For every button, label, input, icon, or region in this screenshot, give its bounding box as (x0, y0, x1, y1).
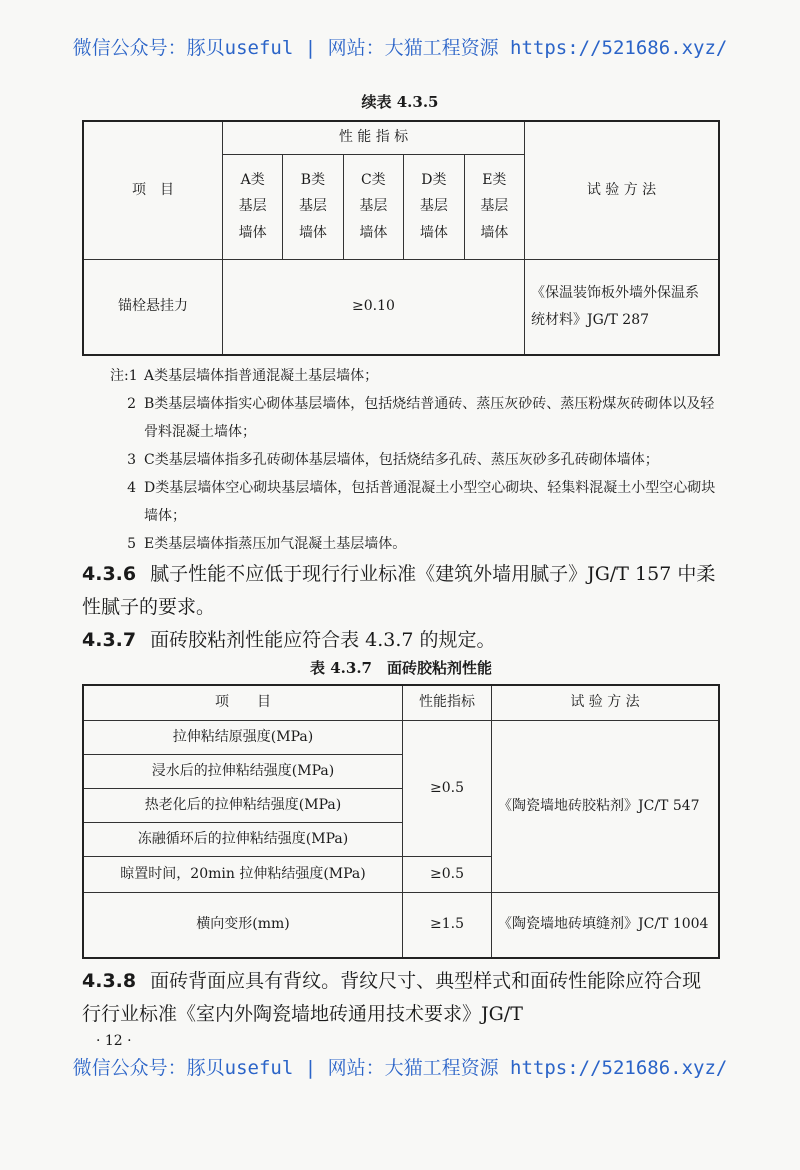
notes (110, 362, 720, 558)
row-item: 热老化后的拉伸粘结强度(MPa) (83, 788, 403, 822)
header-item: 项 目 (83, 121, 223, 259)
cell-method: 《保温装饰板外墙外保温系统材料》JG/T 287 (525, 259, 720, 355)
note-num: 注:1 (110, 368, 138, 384)
header-performance: 性能指标 (403, 685, 492, 720)
note-num: 3 (127, 452, 136, 468)
note-text: A类基层墙体指普通混凝土基层墙体； (144, 368, 379, 384)
table-4-3-5-title: 续表 4.3.5 (361, 93, 439, 111)
cell-item: 锚栓悬挂力 (83, 259, 223, 355)
row-item: 冻融循环后的拉伸粘结强度(MPa) (83, 822, 403, 856)
subheader-e: E类基层墙体 (464, 154, 524, 259)
cell-method: 《陶瓷墙地砖胶粘剂》JC/T 547 (492, 720, 720, 892)
note-num: 2 (127, 396, 136, 412)
header-performance: 性 能 指 标 (223, 121, 525, 154)
row-item: 拉伸粘结原强度(MPa) (83, 720, 403, 754)
section-number: 4.3.6 (82, 563, 137, 585)
cell-value: ≥1.5 (403, 892, 492, 958)
header-item: 项 目 (83, 685, 403, 720)
row-item: 横向变形(mm) (83, 892, 403, 958)
table-4-3-7 (82, 684, 720, 959)
note-text: C类基层墙体指多孔砖砌体基层墙体，包括烧结多孔砖、蒸压灰砂多孔砖砌体墙体； (144, 452, 659, 468)
subheader-c: C类基层墙体 (343, 154, 403, 259)
header-method: 试 验 方 法 (492, 685, 720, 720)
paragraph-text: 面砖胶粘剂性能应符合表 4.3.7 的规定。 (150, 629, 496, 651)
page-number: · 12 · (96, 1033, 132, 1049)
header-method: 试 验 方 法 (525, 121, 720, 259)
subheader-a: A类基层墙体 (223, 154, 283, 259)
paragraph-4-3-7 (82, 624, 720, 657)
table-4-3-5 (82, 120, 720, 356)
note-text: B类基层墙体指实心砌体基层墙体，包括烧结普通砖、蒸压灰砂砖、蒸压粉煤灰砖砌体以及轻骨料混凝土墙体； (144, 396, 715, 440)
note (110, 446, 720, 474)
paragraph-4-3-6 (82, 558, 720, 624)
subheader-d: D类基层墙体 (404, 154, 465, 259)
note (110, 474, 720, 530)
subheader-b: B类基层墙体 (283, 154, 343, 259)
cell-value: ≥0.5 (403, 720, 492, 856)
section-number: 4.3.8 (82, 970, 137, 992)
cell-value: ≥0.10 (223, 259, 525, 355)
watermark-top: 微信公众号：豚贝useful | 网站：大猫工程资源 https://521686.xyz/ (72, 37, 728, 59)
note-num: 4 (127, 480, 136, 496)
cell-method: 《陶瓷墙地砖填缝剂》JC/T 1004 (492, 892, 720, 958)
row-item: 浸水后的拉伸粘结强度(MPa) (83, 754, 403, 788)
note-num: 5 (127, 536, 136, 552)
paragraph-text: 腻子性能不应低于现行行业标准《建筑外墙用腻子》JG/T 157 中柔性腻子的要求。 (82, 563, 716, 618)
note (110, 530, 720, 558)
watermark-bottom: 微信公众号：豚贝useful | 网站：大猫工程资源 https://521686.xyz/ (72, 1057, 728, 1079)
table-4-3-7-title: 表 4.3.7 面砖胶粘剂性能 (310, 659, 492, 677)
note-text: D类基层墙体空心砌块基层墙体，包括普通混凝土小型空心砌块、轻集料混凝土小型空心砌块墙体； (144, 480, 716, 524)
note (110, 362, 720, 390)
body-flow (72, 362, 728, 1080)
section-number: 4.3.7 (82, 629, 137, 651)
paragraph-4-3-8 (82, 965, 720, 1031)
row-item: 晾置时间，20min 拉伸粘结强度(MPa) (83, 856, 403, 892)
note (110, 390, 720, 446)
cell-value: ≥0.5 (403, 856, 492, 892)
paragraph-text: 面砖背面应具有背纹。背纹尺寸、典型样式和面砖性能除应符合现行行业标准《室内外陶瓷墙地砖通用技术要求》JG/T (82, 970, 702, 1025)
note-text: E类基层墙体指蒸压加气混凝土基层墙体。 (144, 536, 407, 552)
